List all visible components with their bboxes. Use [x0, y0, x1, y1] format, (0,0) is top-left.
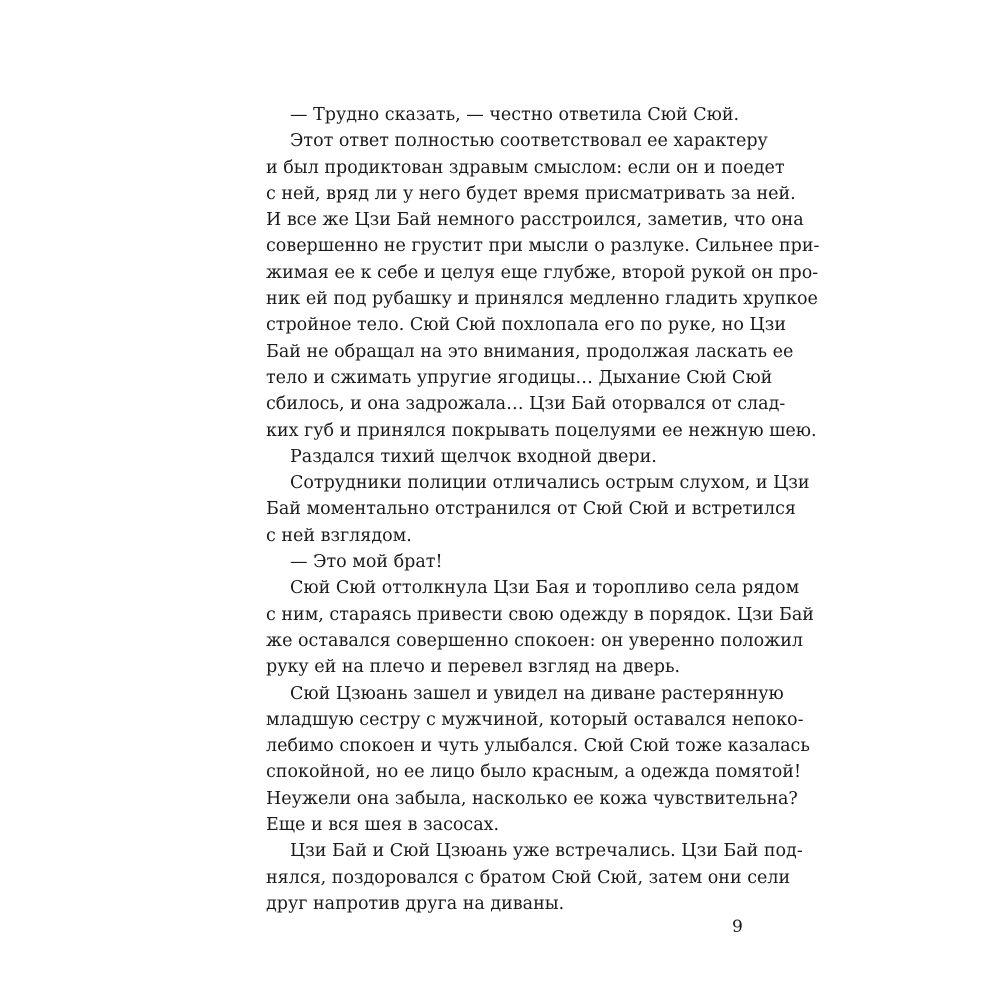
text-line: друг напротив друга на диваны.	[266, 893, 565, 914]
text-line: Этот ответ полностью соответствовал ее характеру	[290, 131, 768, 152]
text-line: с ней, вряд ли у него будет время присматривать за ней.	[266, 183, 796, 204]
text-line: руку ей на плечо и перевел взгляд на дверь.	[266, 657, 681, 678]
paragraph	[266, 470, 810, 549]
paragraph	[266, 102, 742, 128]
text-line: Еще и вся шея в засосах.	[266, 815, 500, 836]
text-line: лебимо спокоен и чуть улыбался. Сюй Сюй тоже казалась	[266, 736, 810, 757]
text-line: с ней взглядом.	[266, 525, 412, 546]
paragraph	[266, 681, 810, 839]
paragraph	[266, 549, 742, 575]
text-line: Цзи Бай и Сюй Цзюань уже встречались. Цзи Бай под-	[290, 841, 803, 862]
text-line: тело и сжимать упругие ягодицы… Дыхание Сюй Сюй	[266, 367, 773, 388]
text-line: младшую сестру с мужчиной, который оставался непоко-	[266, 709, 804, 730]
text-line: Сюй Цзюань зашел и увидел на диване растерянную	[290, 683, 784, 704]
text-line: Неужели она забыла, насколько ее кожа чувствительна?	[266, 788, 798, 809]
text-line: Бай не обращал на это внимания, продолжая ласкать ее	[266, 341, 794, 362]
text-line: ник ей под рубашку и принялся медленно гладить хрупкое	[266, 289, 818, 310]
text-line: спокойной, но ее лицо было красным, а одежда помятой!	[266, 762, 801, 783]
page-number: 9	[732, 917, 743, 937]
text-line: — Трудно сказать, — честно ответила Сюй Сюй.	[290, 105, 740, 125]
text-line: Раздался тихий щелчок входной двери.	[290, 446, 657, 467]
text-line: И все же Цзи Бай немного расстроился, заметив, что она	[266, 210, 804, 231]
text-line: стройное тело. Сюй Сюй похлопала его по руке, но Цзи	[266, 315, 786, 336]
text-line: Сюй Сюй оттолкнула Цзи Бая и торопливо села рядом	[290, 578, 800, 599]
text-line: жимая ее к себе и целуя еще глубже, второй рукой он про-	[266, 262, 819, 283]
paragraph	[266, 838, 803, 917]
paragraph	[266, 128, 820, 444]
text-line: сбилось, и она задрожала… Цзи Бай оторвался от слад-	[266, 394, 786, 415]
text-line: совершенно не грустит при мысли о разлуке. Сильнее при-	[266, 236, 820, 257]
paragraph	[266, 444, 742, 470]
text-line: Бай моментально отстранился от Сюй Сюй и встретился	[266, 499, 796, 520]
text-line: ких губ и принялся покрывать поцелуями ее нежную шею.	[266, 420, 817, 441]
body-text	[266, 102, 820, 917]
text-line: и был продиктован здравым смыслом: если он и поедет	[266, 157, 785, 178]
text-line: же оставался совершенно спокоен: он уверенно положил	[266, 630, 804, 651]
paragraph	[266, 575, 814, 680]
text-line: с ним, стараясь привести свою одежду в порядок. Цзи Бай	[266, 604, 814, 625]
text-line: нялся, поздоровался с братом Сюй Сюй, затем они сели	[266, 867, 791, 888]
text-line: Сотрудники полиции отличались острым слухом, и Цзи	[290, 473, 810, 494]
text-line: — Это мой брат!	[290, 552, 443, 573]
